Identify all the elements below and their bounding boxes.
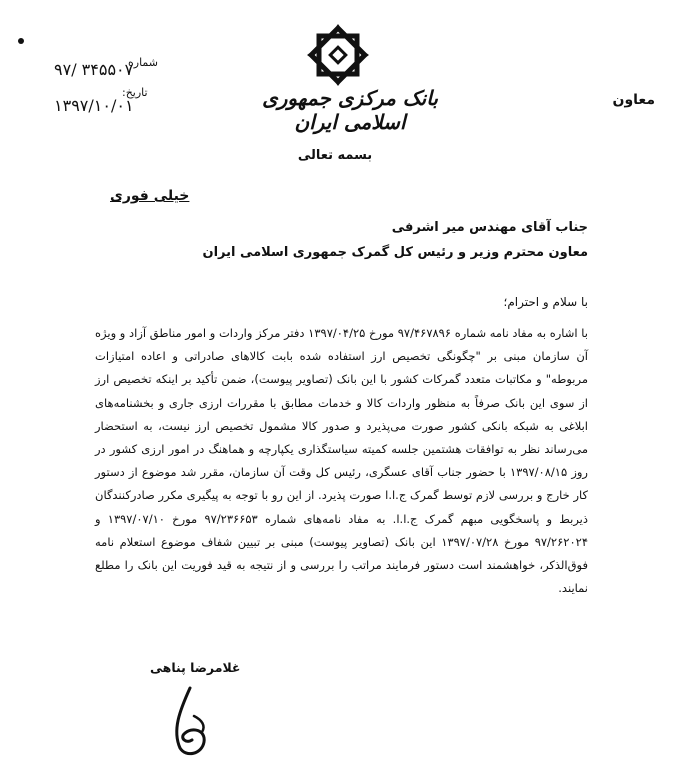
urgency-label: خیلی فوری	[110, 188, 190, 204]
letter-date: ۱۳۹۷/۱۰/۰۱	[54, 96, 134, 115]
date-label: تاریخ:	[122, 86, 148, 99]
letter-body	[95, 322, 588, 600]
body-paragraph: با اشاره به مفاد نامه شماره ۹۷/۴۶۷۸۹۶ مورخ ۱۳۹۷/۰۴/۲۵ دفتر مرکز واردات و امور مناطق آزاد و ویژه آن سازمان مبنی بر "چگونگی تخصیص ارز استفاده شده بابت کالاهای صادراتی و اعاده امتیازات مربوطه" و مکاتبات متعدد گمرکات کشور با این بانک (تصاویر پیوست)، ضمن تأکید بر اینکه تخصیص ارز از سوی این بانک صرفاً به منظور واردات کالا و خدمات مطابق با مقررات ارزی جاری و بخشنامه‌های ابلاغی به شبکه بانکی کشور صورت می‌پذیرد و صدور کالا مشمول تخصیص ارز نیست، به استحضار می‌رساند نظر به توافقات هشتمین جلسه کمیته سیاستگذاری یکپارچه و هماهنگ در امور ارزی کشور در روز ۱۳۹۷/۰۸/۱۵ با حضور جناب آقای عسگری، رئیس کل وقت آن سازمان، مقرر شد موضوع از دستور کار خارج و بررسی لازم توسط گمرک ج.ا.ا صورت پذیرد. از این رو با توجه به پیگیری مکرر صادرکنندگان ذیربط و پاسخگویی مبهم گمرک ج.ا.ا. به مفاد نامه‌های شماره ۹۷/۲۳۶۶۵۳ مورخ ۱۳۹۷/۰۷/۱۰ و ۹۷/۲۶۲۰۲۴ مورخ ۱۳۹۷/۰۷/۲۸ این بانک (تصاویر پیوست) مبنی بر تبیین شفاف موضوع استعلام نامه فوق‌الذکر، خواهشمند است دستور فرمایند مراتب را بررسی و از نتیجه به قید فوریت این بانک را مطلع نمایند.	[95, 326, 589, 596]
recipient-name: جناب آقای مهندس میر اشرفی	[391, 220, 588, 235]
bullet-mark	[18, 38, 24, 44]
bank-name: بانک مرکزی جمهوری اسلامی ایران	[262, 86, 438, 134]
central-bank-logo-icon	[305, 22, 371, 88]
recipient-title: معاون محترم وزیر و رئیس کل گمرک جمهوری اسلامی ایران	[202, 245, 588, 260]
basmala: بسمه تعالی	[297, 148, 373, 163]
letter-number: ۹۷/ ۳۴۵۵۰۷	[54, 60, 134, 79]
greeting: با سلام و احترام؛	[503, 295, 588, 309]
handwritten-signature-icon	[150, 680, 230, 760]
number-label: شماره	[128, 56, 159, 69]
signer-name: غلامرضا پناهی	[150, 660, 241, 675]
deputy-label: معاون	[612, 92, 655, 108]
